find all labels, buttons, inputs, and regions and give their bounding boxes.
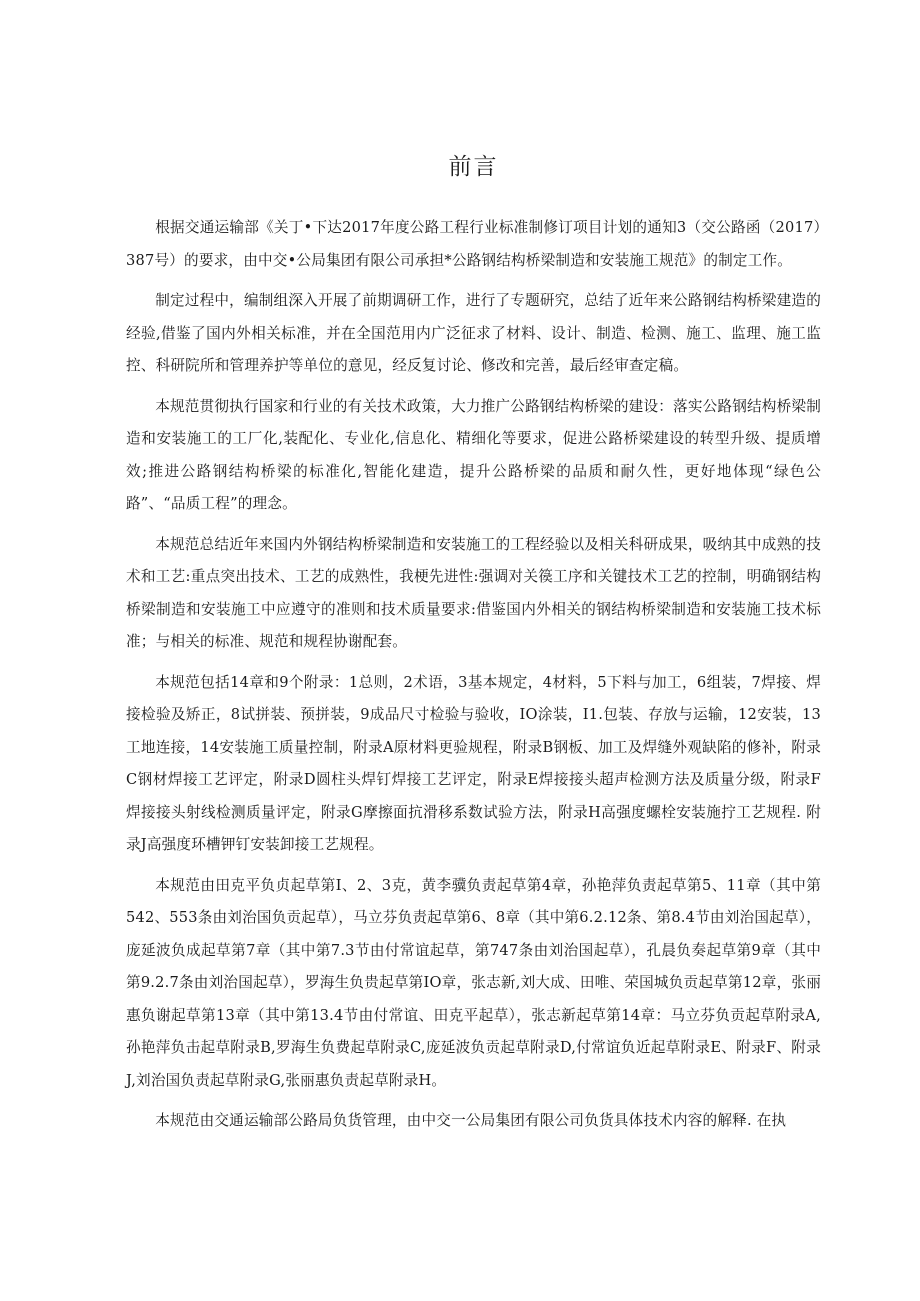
- page-title: 前言: [448, 154, 499, 180]
- paragraph-background: 根据交通运输部《关丁•下达2017年度公路工程行业标准制修订项目计划的通知3（交公路函（2017）387号）的要求，由中交•公局集团有限公司承担*公路钢结构桥梁制造和安装施工规范》的制定工作。: [126, 219, 821, 269]
- paragraph-policy: 本规范贯彻执行国家和行业的有关技术政策，大力推广公路钢结构桥梁的建设：落实公路钢结构桥梁制造和安装施工的工厂化,装配化、专业化,信息化、精细化等要求，促进公路桥梁建设的转型升级、提质增效;推进公路钢结构桥梁的标准化,智能化建造，提升公路桥梁的品质和耐久性，更好地体现“绿色公路”、“品质工程”的理念。: [126, 397, 821, 512]
- document-body: [126, 212, 821, 1146]
- paragraph-process: 制定过程中，编制组深入开展了前期调研工作，进行了专题研究，总结了近年来公路钢结构桥梁建造的经验,借鉴了国内外相关标准，并在全国范用内广泛征求了材料、设计、制造、检测、施工、监理、施工监控、科研院所和管理养护等单位的意见，经反复讨论、修改和完善，最后经审查定稿。: [126, 292, 821, 374]
- paragraph-management: 本规范由交通运输部公路局负货管理，由中交一公局集团有限公司负货具体技术内容的解释. 在执: [155, 1112, 787, 1129]
- paragraph-drafters: 本规范由田克平负贞起草第I、2、3克，黄李骥负责起草第4章，孙艳萍负责起草第5、11章（其中第542、553条由刘治国负贡起草），马立芬负责起草第6、8章（其中第6.2.12条、第8.4节由刘治国起草），庞延波负成起草第7章（其中第7.3节由付常谊起草，第747条由刘治国起草），孔晨负奏起草第9章（其中第9.2.7条由刘治国起草），罗海生负贵起草第IO章，张志新,刘大成、田唯、荣国城负贡起草第12章，张丽惠负谢起草第13章（其中第13.4节由付常谊、田克平起草），张志新起草第14章：马立芬负贡起草附录A,孙艳萍负击起草附录B,罗海生负费起草附录C,庞延波负贡起草附录D,付常谊负近起草附录E、附录F、附录J,刘治国负责起草附录G,张丽惠负责起草附录H。: [126, 876, 821, 1089]
- paragraph-summary: 本规范总结近年来国内外钢结构桥梁制造和安装施工的工程经验以及相关科研成果，吸纳其中成熟的技术和工艺:重点突出技术、工艺的成熟性，我梗先进性:强调对关篌工序和关键技术工艺的控制，明确钢结构桥梁制造和安装施工中应遵守的准则和技术质量要求:借鉴国内外相关的钢结构桥梁制造和安装施工技术标准；与相关的标准、规范和规程协谢配套。: [126, 535, 821, 650]
- paragraph-contents: 本规范包括14章和9个附录：1总则，2术语，3基本规定，4材料，5下料与加工，6组装，7焊接、焊接检验及矫正，8试拼装、预拼装，9成品尺寸检验与验收，IO涂装，I1.包装、存放与运输，12安装，13工地连接，14安装施工质量控制，附录A原材料更验规程，附录B钢板、加工及焊缝外观缺陷的修补，附录C钢材焊接工艺评定，附录D圆柱头焊钉焊接工艺评定，附录E焊接接头超声检测方法及质量分级，附录F焊接接头射线检测质量评定，附录G摩擦面抗滑移系数试验方法，附录H高强度螺栓安装施拧工艺规程. 附录J高强度环槽钾钉安装卸接工艺规程。: [126, 673, 821, 853]
